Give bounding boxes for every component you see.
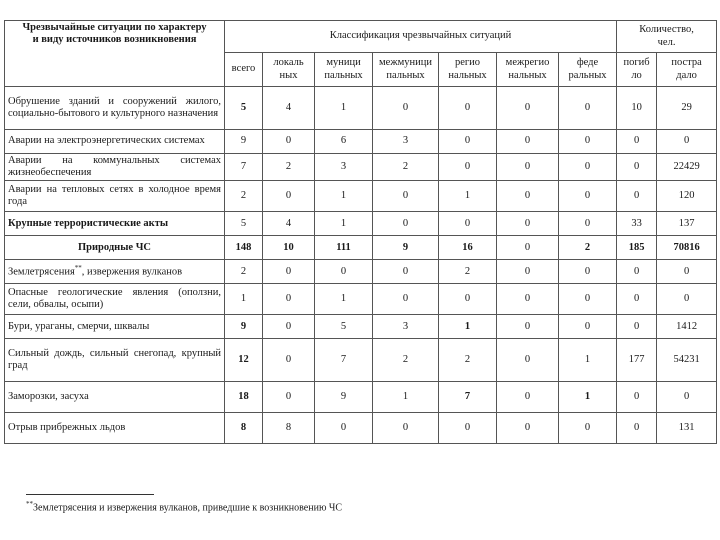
header-count-cell (617, 21, 717, 53)
row-value-cell: 70816 (657, 236, 717, 260)
row-value-cell: 10 (263, 236, 315, 260)
footnote-ref: ** (74, 264, 82, 273)
row-value-cell: 1 (439, 315, 497, 339)
row-value-cell: 0 (439, 130, 497, 154)
row-value-cell: 0 (617, 413, 657, 444)
col-header-interregional: межрегио нальных (497, 53, 559, 87)
row-value-cell: 1 (225, 284, 263, 315)
row-value-cell: 0 (617, 315, 657, 339)
header-classification: Классификация чрезвычайных ситуаций (225, 21, 617, 53)
row-value-cell: 1 (559, 382, 617, 413)
row-name-text: Отрыв прибрежных льдов (8, 422, 126, 434)
row-value-cell: 0 (559, 154, 617, 181)
row-value-cell: 0 (559, 315, 617, 339)
table-row (5, 236, 717, 260)
row-value-cell: 2 (263, 154, 315, 181)
table-row (5, 212, 717, 236)
row-value-cell: 0 (559, 413, 617, 444)
row-value-cell: 0 (497, 284, 559, 315)
row-name (5, 154, 225, 181)
row-value-cell: 0 (263, 284, 315, 315)
row-name-text: Опасные геологические явления (оползни, сели, обвалы, осыпи) (8, 287, 221, 311)
row-name (5, 130, 225, 154)
row-value-cell: 0 (559, 181, 617, 212)
row-name-text: Землетрясения (8, 266, 75, 278)
row-value-cell: 0 (559, 260, 617, 284)
row-name (5, 236, 225, 260)
row-value-cell: 3 (373, 315, 439, 339)
row-value-cell: 0 (373, 212, 439, 236)
row-value-cell: 0 (657, 130, 717, 154)
row-value-cell: 0 (263, 130, 315, 154)
row-value-cell: 0 (263, 315, 315, 339)
row-value-cell: 10 (617, 87, 657, 130)
row-value-cell: 1 (315, 284, 373, 315)
table-row (5, 154, 717, 181)
row-name (5, 260, 225, 284)
table-row (5, 413, 717, 444)
row-name (5, 315, 225, 339)
row-value-cell: 4 (263, 87, 315, 130)
row-value-cell: 0 (439, 154, 497, 181)
row-value-cell: 0 (657, 284, 717, 315)
row-value-cell: 2 (373, 339, 439, 382)
row-value-cell: 0 (497, 413, 559, 444)
header-nature-cell (5, 21, 225, 87)
row-value-cell: 1 (315, 87, 373, 130)
footnote-divider (26, 494, 154, 495)
row-name-text: Аварии на электроэнергетических системах (8, 135, 205, 147)
row-value-cell: 1 (559, 339, 617, 382)
row-value-cell: 0 (617, 154, 657, 181)
row-value-cell: 0 (439, 87, 497, 130)
row-name (5, 181, 225, 212)
row-value-cell: 9 (373, 236, 439, 260)
row-name-text: Бури, ураганы, смерчи, шквалы (8, 320, 150, 332)
row-value-cell: 0 (497, 154, 559, 181)
row-value-cell: 0 (315, 260, 373, 284)
row-value-cell: 0 (497, 212, 559, 236)
row-value-cell: 0 (617, 181, 657, 212)
col-header-federal: феде ральных (559, 53, 617, 87)
col-header-regional: регио нальных (439, 53, 497, 87)
footnote-text: Землетрясения и извержения вулканов, приведшие к возникновению ЧС (33, 502, 343, 514)
row-value-cell: 3 (373, 130, 439, 154)
header-count-line1: Количество, (639, 24, 694, 36)
row-value-cell: 7 (439, 382, 497, 413)
row-name-text: Сильный дождь, сильный снегопад, крупный град (8, 348, 221, 372)
row-value-cell: 0 (657, 382, 717, 413)
row-value-cell: 8 (263, 413, 315, 444)
row-value-cell: 0 (373, 181, 439, 212)
row-value-cell: 9 (225, 130, 263, 154)
row-value-cell: 0 (497, 339, 559, 382)
col-header-total: всего (225, 53, 263, 87)
table-row (5, 260, 717, 284)
row-value-cell: 148 (225, 236, 263, 260)
row-value-cell: 0 (373, 413, 439, 444)
table-row (5, 315, 717, 339)
row-name (5, 87, 225, 130)
row-value-cell: 0 (559, 284, 617, 315)
row-value-cell: 0 (373, 260, 439, 284)
header-nature-line2: и виду источников возникновения (32, 34, 197, 46)
row-value-cell: 1 (315, 181, 373, 212)
row-value-cell: 0 (439, 413, 497, 444)
row-name-text: Заморозки, засуха (8, 391, 89, 403)
row-value-cell: 131 (657, 413, 717, 444)
col-header-killed: погиб ло (617, 53, 657, 87)
col-header-intermunicipal: межмуници пальных (373, 53, 439, 87)
header-nature-line1: Чрезвычайные ситуации по характеру (22, 22, 207, 33)
row-value-cell: 0 (497, 130, 559, 154)
row-value-cell: 1 (373, 382, 439, 413)
row-value-cell: 0 (497, 87, 559, 130)
row-value-cell: 0 (497, 181, 559, 212)
table-row (5, 339, 717, 382)
row-value-cell: 0 (263, 339, 315, 382)
row-name-text: Природные ЧС (78, 241, 151, 253)
row-name (5, 382, 225, 413)
row-value-cell: 0 (657, 260, 717, 284)
row-value-cell: 6 (315, 130, 373, 154)
row-value-cell: 0 (263, 260, 315, 284)
row-name (5, 284, 225, 315)
row-value-cell: 185 (617, 236, 657, 260)
row-value-cell: 177 (617, 339, 657, 382)
col-header-local: локаль ных (263, 53, 315, 87)
row-value-cell: 1412 (657, 315, 717, 339)
row-value-cell: 0 (559, 212, 617, 236)
row-value-cell: 1 (439, 181, 497, 212)
footnote (26, 500, 342, 513)
footnote-mark: ** (26, 500, 33, 508)
row-value-cell: 0 (439, 212, 497, 236)
row-value-cell: 2 (373, 154, 439, 181)
row-value-cell: 2 (225, 181, 263, 212)
row-value-cell: 0 (617, 260, 657, 284)
row-value-cell: 111 (315, 236, 373, 260)
row-value-cell: 0 (315, 413, 373, 444)
row-value-cell: 3 (315, 154, 373, 181)
row-value-cell: 0 (263, 181, 315, 212)
emergency-classification-table (4, 20, 717, 444)
table-row (5, 181, 717, 212)
row-value-cell: 1 (315, 212, 373, 236)
row-name (5, 339, 225, 382)
row-value-cell: 0 (559, 87, 617, 130)
emergency-table-container (4, 20, 716, 444)
row-name-text: Аварии на коммунальных системах жизнеобеспечения (8, 155, 221, 179)
row-value-cell: 29 (657, 87, 717, 130)
row-name-text: Обрушение зданий и сооружений жилого, социально-бытового и культурного назначения (8, 95, 221, 119)
row-value-cell: 0 (497, 315, 559, 339)
row-value-cell: 2 (225, 260, 263, 284)
row-value-cell: 137 (657, 212, 717, 236)
row-value-cell: 9 (315, 382, 373, 413)
row-value-cell: 12 (225, 339, 263, 382)
row-value-cell: 2 (439, 339, 497, 382)
row-value-cell: 22429 (657, 154, 717, 181)
row-value-cell: 120 (657, 181, 717, 212)
row-value-cell: 4 (263, 212, 315, 236)
table-row (5, 284, 717, 315)
row-value-cell: 0 (617, 382, 657, 413)
row-value-cell: 0 (373, 87, 439, 130)
col-header-injured: постра дало (657, 53, 717, 87)
row-value-cell: 0 (617, 130, 657, 154)
row-value-cell: 2 (559, 236, 617, 260)
row-value-cell: 0 (497, 260, 559, 284)
row-value-cell: 0 (497, 236, 559, 260)
row-name-text-rest: , извержения вулканов (81, 266, 183, 278)
row-value-cell: 5 (225, 87, 263, 130)
table-body (5, 87, 717, 444)
row-value-cell: 54231 (657, 339, 717, 382)
table-row (5, 130, 717, 154)
table-row (5, 382, 717, 413)
row-value-cell: 0 (373, 284, 439, 315)
row-value-cell: 5 (315, 315, 373, 339)
row-value-cell: 7 (315, 339, 373, 382)
col-header-municipal: муници пальных (315, 53, 373, 87)
row-value-cell: 0 (559, 130, 617, 154)
row-value-cell: 0 (439, 284, 497, 315)
row-value-cell: 33 (617, 212, 657, 236)
row-value-cell: 2 (439, 260, 497, 284)
row-name-text: Аварии на тепловых сетях в холодное время года (8, 184, 221, 208)
row-value-cell: 9 (225, 315, 263, 339)
row-name (5, 212, 225, 236)
row-name-text: Крупные террористические акты (8, 217, 169, 229)
row-value-cell: 8 (225, 413, 263, 444)
row-value-cell: 0 (263, 382, 315, 413)
table-row (5, 87, 717, 130)
row-value-cell: 16 (439, 236, 497, 260)
row-name (5, 413, 225, 444)
row-value-cell: 0 (497, 382, 559, 413)
header-count-line2: чел. (657, 36, 676, 48)
row-value-cell: 18 (225, 382, 263, 413)
row-value-cell: 0 (617, 284, 657, 315)
row-value-cell: 5 (225, 212, 263, 236)
row-value-cell: 7 (225, 154, 263, 181)
